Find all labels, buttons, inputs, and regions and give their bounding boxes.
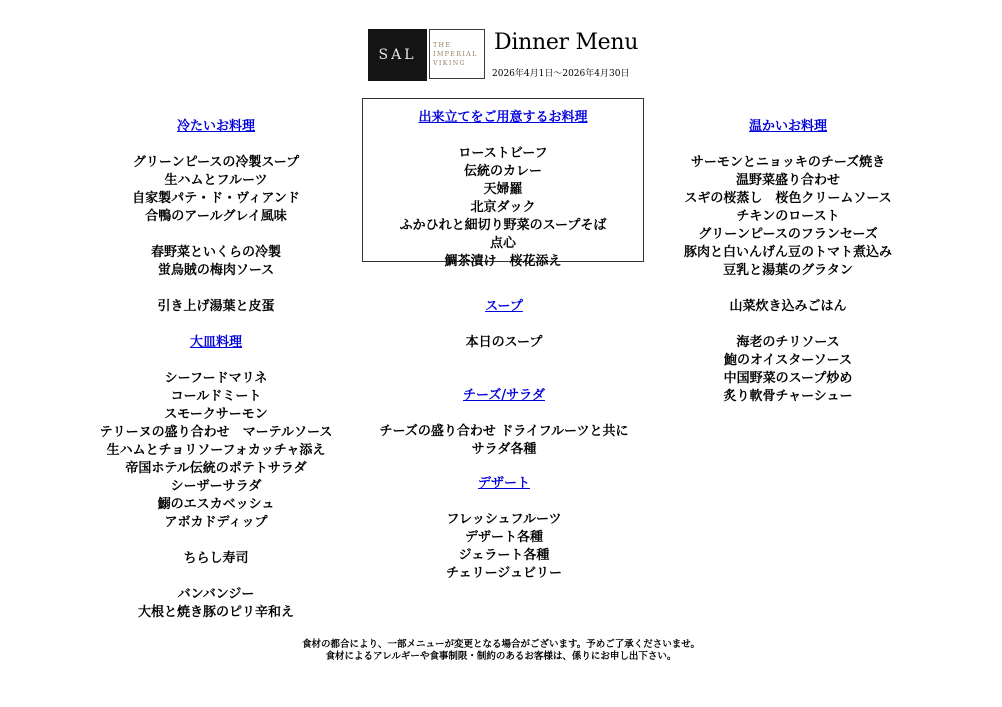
list-item: 鮑のオイスターソース <box>723 353 853 368</box>
list-item: シーフードマリネ <box>164 371 268 386</box>
list-item: 中国野菜のスープ炒め <box>723 371 853 386</box>
section-made-to-order <box>362 98 644 269</box>
list-item: サーモンとニョッキのチーズ焼き <box>690 155 886 170</box>
list-item: 合鴨のアールグレイ風味 <box>145 209 287 224</box>
list-item: デザート各種 <box>464 530 543 545</box>
heading-cheese-salad[interactable]: チーズ/サラダ <box>463 388 545 403</box>
list-item: 豆乳と湯葉のグラタン <box>723 263 853 278</box>
list-item: サラダ各種 <box>471 442 537 457</box>
list-item: 蛍烏賊の梅肉ソース <box>157 263 275 278</box>
section-dessert <box>363 475 645 583</box>
list-item: 温野菜盛り合わせ <box>735 173 840 188</box>
list-item: スギの桜蒸し 桜色クリームソース <box>684 191 892 206</box>
heading-dessert[interactable]: デザート <box>477 476 530 491</box>
heading-made-to-order[interactable]: 出来立てをご用意するお料理 <box>418 110 588 125</box>
section-cold-dishes <box>96 118 336 316</box>
list-item: アボカドディップ <box>164 515 268 530</box>
sal-logo: SAL <box>368 29 427 81</box>
heading-soup[interactable]: スープ <box>485 299 523 314</box>
list-item: 春野菜といくらの冷製 <box>150 245 281 260</box>
list-item: 本日のスープ <box>465 335 543 350</box>
list-item: 点心 <box>489 236 516 251</box>
list-item: 豚肉と白いんげん豆のトマト煮込み <box>683 245 892 260</box>
list-item: ローストビーフ <box>458 146 548 161</box>
list-item: チェリージュビリー <box>445 566 563 581</box>
page-title: Dinner Menu <box>494 30 639 55</box>
list-item: 引き上げ湯葉と皮蛋 <box>157 299 275 314</box>
section-platter <box>96 334 336 622</box>
list-item: 山菜炊き込みごはん <box>729 299 847 314</box>
list-item: 大根と焼き豚のピリ辛和え <box>137 605 294 620</box>
heading-warm-dishes[interactable]: 温かいお料理 <box>748 119 827 134</box>
list-item: ちらし寿司 <box>183 551 249 566</box>
list-item: コールドミート <box>170 389 262 404</box>
section-warm-dishes <box>668 118 908 406</box>
section-soup <box>363 298 645 352</box>
list-item: チキンのロースト <box>736 209 840 224</box>
footer-notice <box>0 639 1002 663</box>
list-item: ふかひれと細切り野菜のスープそば <box>399 218 607 233</box>
list-item: 生ハムとフルーツ <box>164 173 268 188</box>
list-item: チーズの盛り合わせ ドライフルーツと共に <box>379 424 629 439</box>
list-item: 伝統のカレー <box>463 164 542 179</box>
list-item: スモークサーモン <box>164 407 268 422</box>
list-item: 生ハムとチョリソーフォカッチャ添え <box>106 443 326 458</box>
list-item: 北京ダック <box>470 200 536 215</box>
list-item: バンバンジー <box>177 587 255 602</box>
list-item: グリーンピースのフランセーズ <box>698 227 878 242</box>
list-item: テリーヌの盛り合わせ マーテルソース <box>99 425 333 440</box>
list-item: グリーンピースの冷製スープ <box>132 155 300 170</box>
list-item: フレッシュフルーツ <box>446 512 562 527</box>
list-item: 帝国ホテル伝統のポテトサラダ <box>125 461 307 476</box>
list-item: 自家製パテ・ド・ヴィアンド <box>132 191 300 206</box>
list-item: シーザーサラダ <box>170 479 262 494</box>
footer-line-1: 食材の都合により、一部メニューが変更となる場合がございます。予めご了承くださいませ。 <box>302 639 700 650</box>
imperial-viking-logo: THE IMPERIAL VIKING <box>429 29 485 79</box>
list-item: 海老のチリソース <box>736 335 840 350</box>
heading-platter[interactable]: 大皿料理 <box>189 335 242 350</box>
list-item: 鰯のエスカベッシュ <box>157 497 275 512</box>
heading-cold-dishes[interactable]: 冷たいお料理 <box>176 119 255 134</box>
footer-line-2: 食材によるアレルギーや食事制限・制約のあるお客様は、係りにお申し出下さい。 <box>325 651 677 662</box>
section-cheese-salad <box>363 387 645 459</box>
list-item: 鯛茶漬け 桜花添え <box>444 254 562 269</box>
list-item: 天婦羅 <box>483 182 523 197</box>
list-item: ジェラート各種 <box>458 548 550 563</box>
date-range: 2026年4月1日～2026年4月30日 <box>492 69 630 79</box>
list-item: 炙り軟骨チャーシュー <box>723 389 853 404</box>
